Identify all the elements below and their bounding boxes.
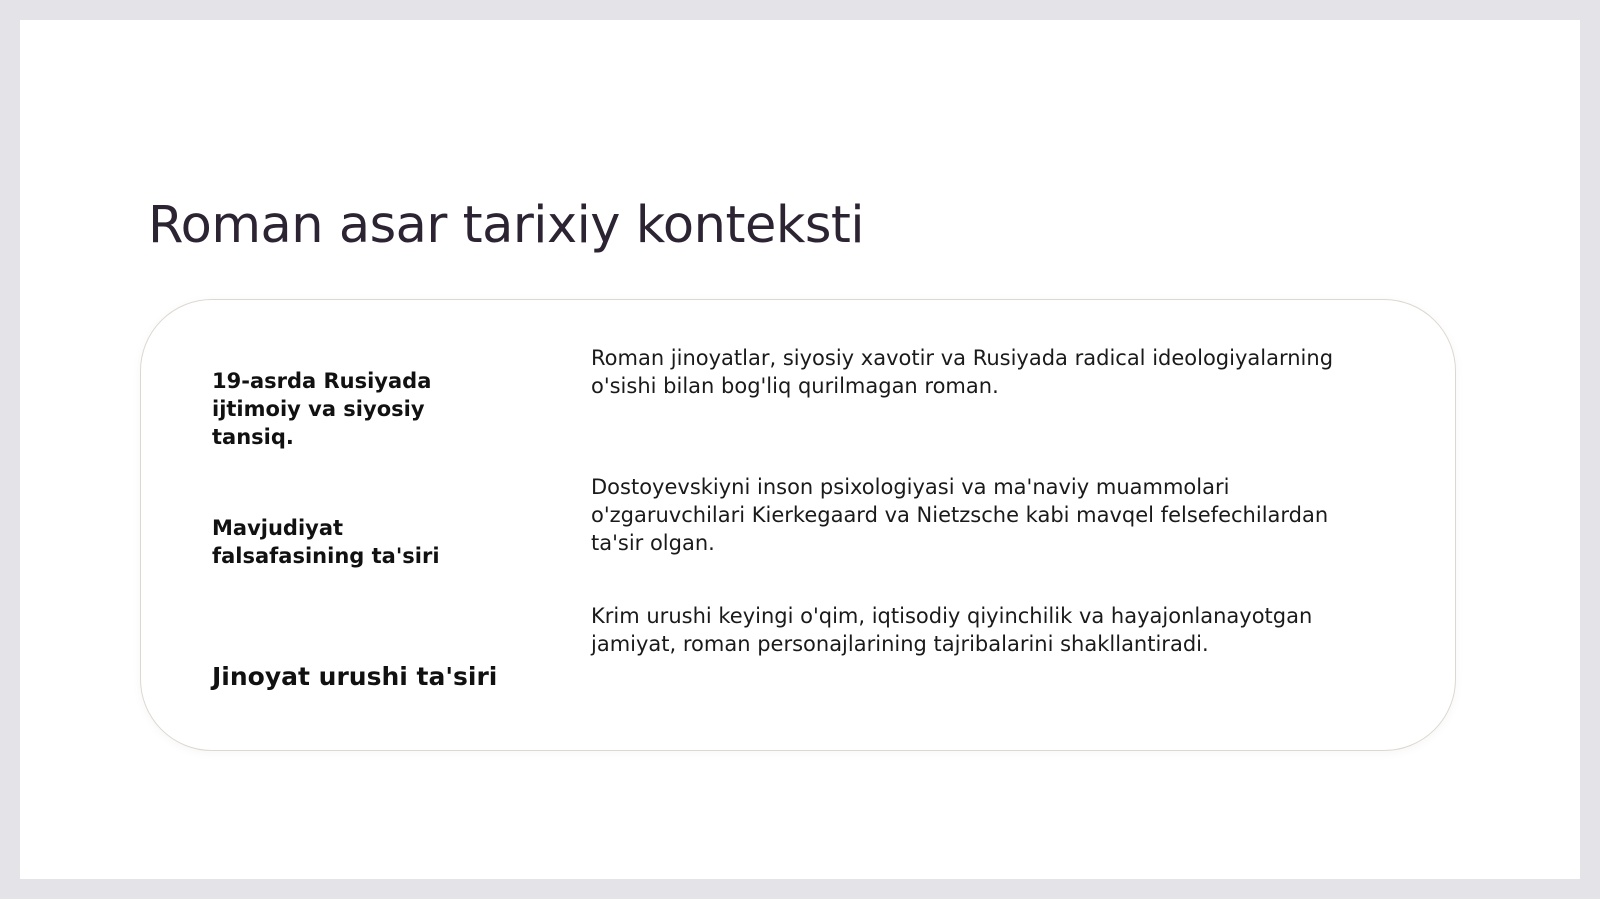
row-text-war-influence: Krim urushi keyingi o'qim, iqtisodiy qiyinchilik va hayajonlanayotgan jamiyat, roman personajlarining tajribalarini shakllantiradi.: [591, 604, 1313, 656]
row-text-existential-philosophy: Dostoyevskiyni inson psixologiyasi va ma'naviy muammolari o'zgaruvchilari Kierkegaard va Nietzsche kabi mavqel felsefechilardan ta'sir olgan.: [591, 475, 1329, 555]
row-heading-existential-philosophy: Mavjudiyat falsafasining ta'siri: [212, 516, 440, 568]
slide-title: Roman asar tarixiy konteksti: [148, 196, 865, 255]
row-heading-war-influence: Jinoyat urushi ta'siri: [212, 662, 498, 691]
row-heading-social-political: 19-asrda Rusiyada ijtimoiy va siyosiy tansiq.: [212, 369, 432, 449]
slide: [20, 20, 1580, 879]
row-text-social-political: Roman jinoyatlar, siyosiy xavotir va Rusiyada radical ideologiyalarning o'sishi bilan bog'liq qurilmagan roman.: [591, 346, 1334, 398]
